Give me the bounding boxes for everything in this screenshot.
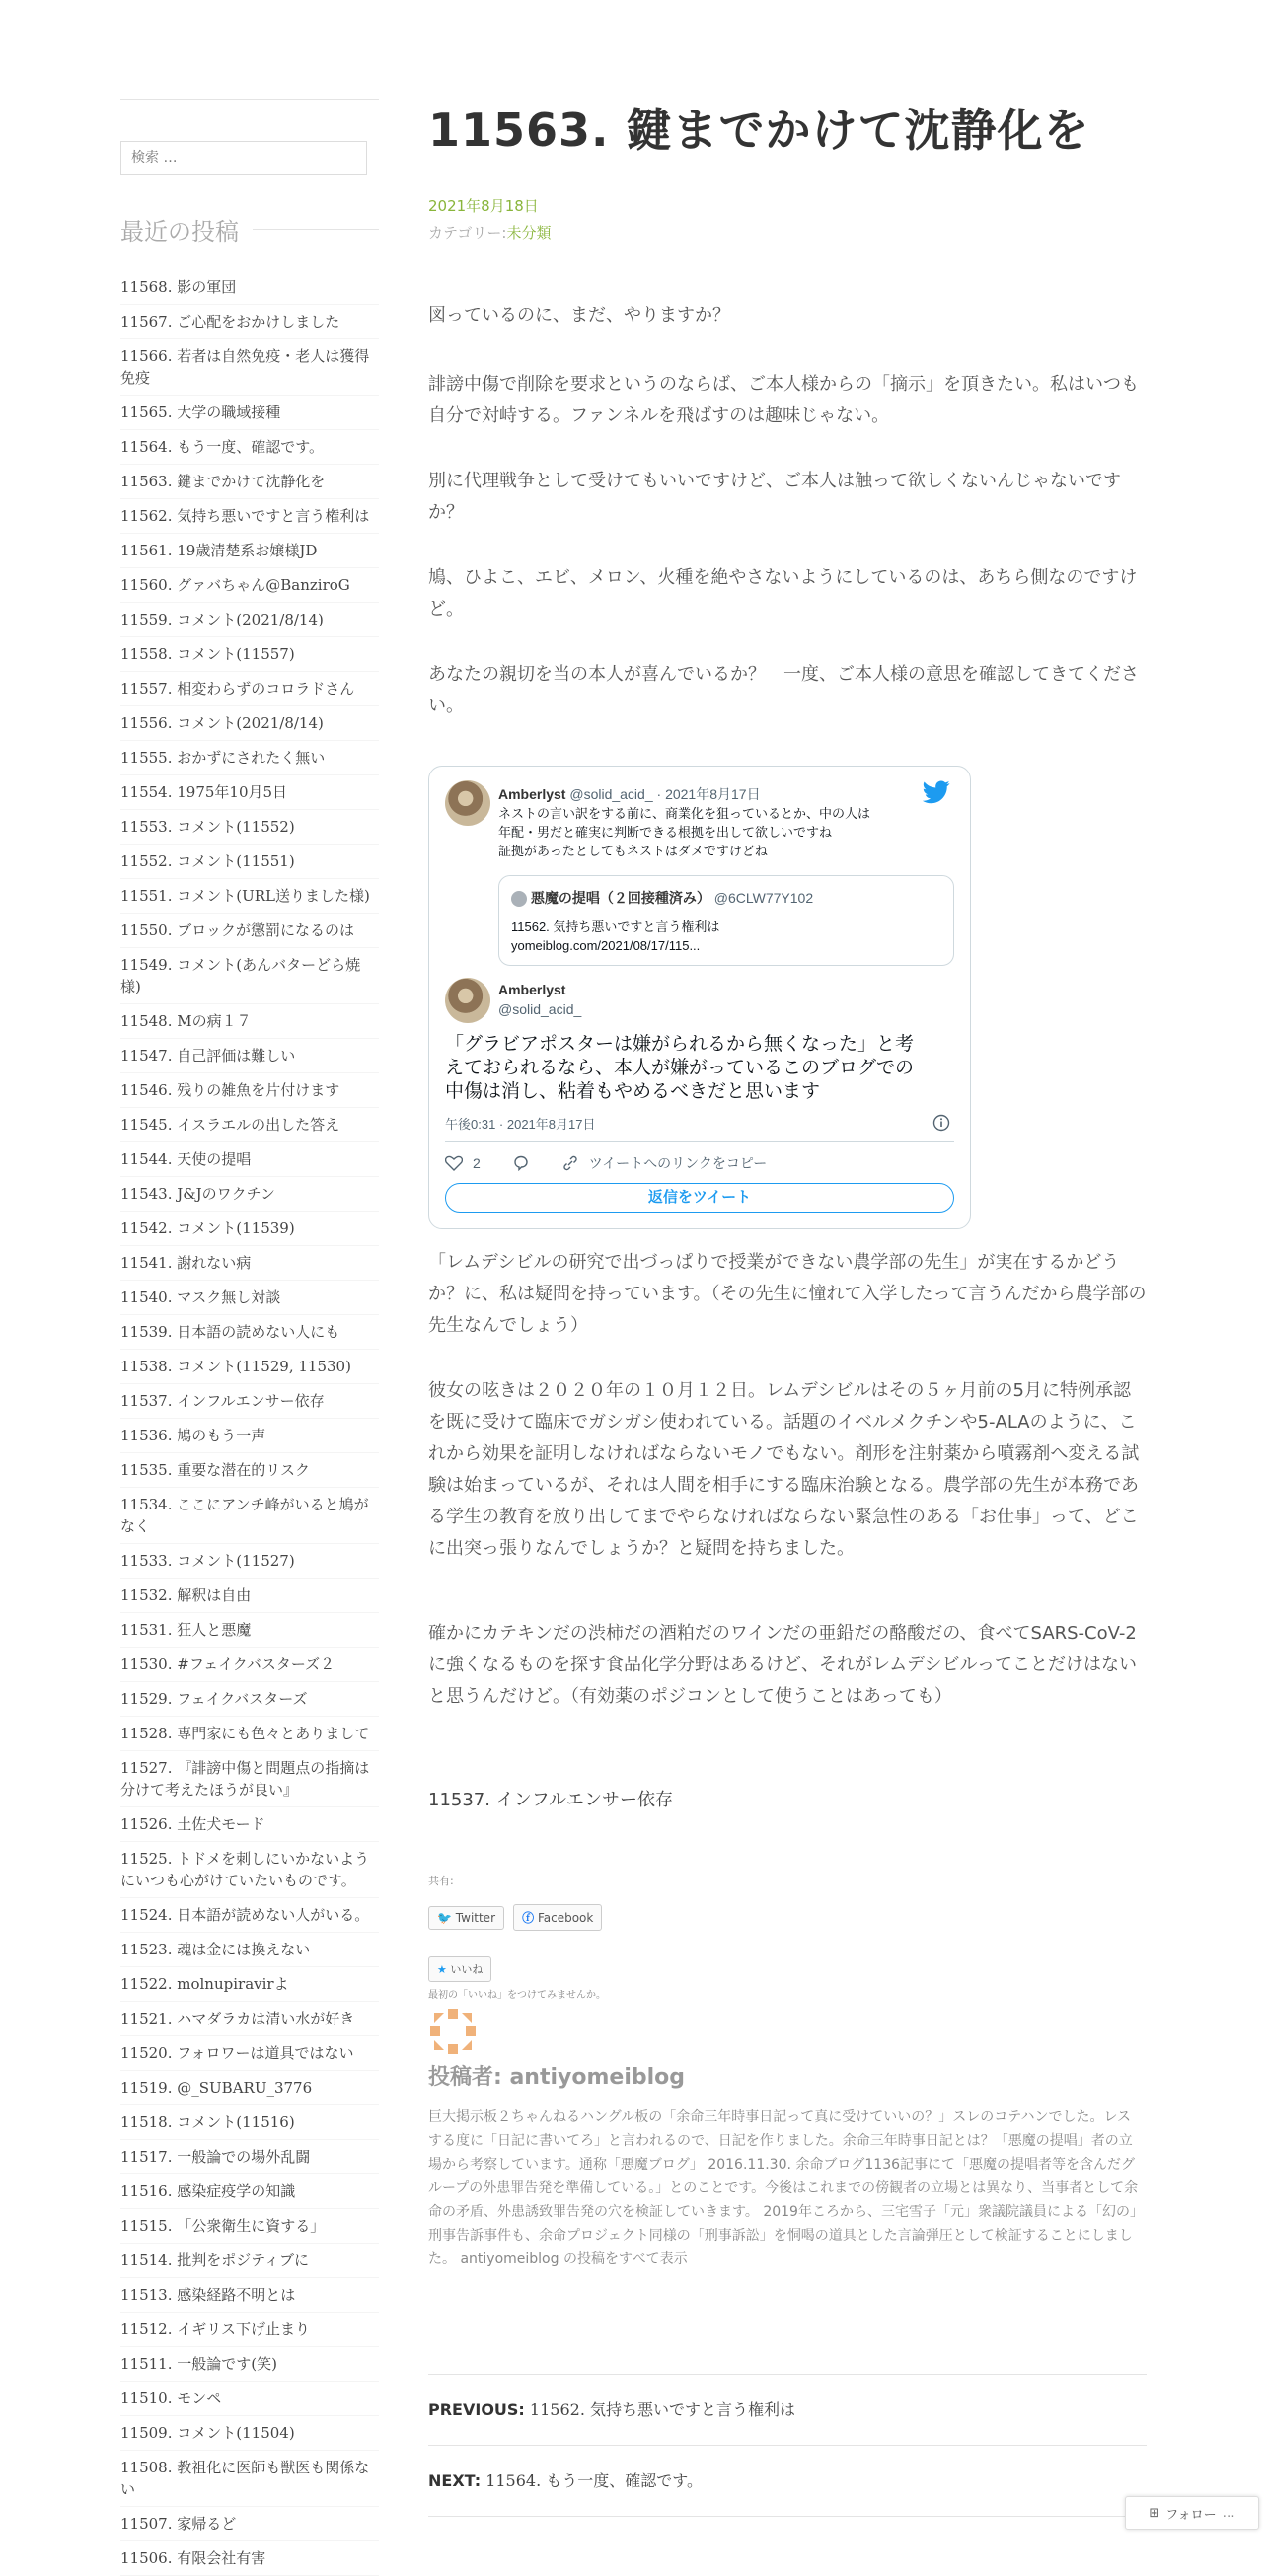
recent-post-link[interactable]: 11546. 残りの雑魚を片付けます: [120, 1073, 379, 1108]
twitter-icon: 🐦: [437, 1911, 452, 1925]
recent-post-link[interactable]: 11532. 解釈は自由: [120, 1579, 379, 1613]
post-content: [428, 99, 1147, 243]
share-twitter-label: Twitter: [455, 1911, 495, 1925]
follow-button[interactable]: [1125, 2496, 1259, 2530]
like-count: 2: [473, 1155, 481, 1171]
previous-title: 11562. 気持ち悪いですと言う権利は: [529, 2400, 795, 2419]
search-input[interactable]: 検索 …: [120, 141, 367, 175]
tweet-text-line: ネストの言い訳をする前に、商業化を狙っているとか、中の人は: [498, 806, 871, 821]
tweet-embed[interactable]: [428, 766, 971, 1229]
author-gravatar-icon[interactable]: [428, 2007, 478, 2056]
nav-divider-bottom: [428, 2516, 1147, 2517]
nav-divider-middle: [428, 2445, 1147, 2446]
recent-post-link[interactable]: 11548. Mの病１７: [120, 1004, 379, 1039]
recent-post-link[interactable]: 11558. コメント(11557): [120, 637, 379, 672]
recent-post-link[interactable]: 11530. #フェイクバスターズ２: [120, 1648, 379, 1682]
previous-label: PREVIOUS:: [428, 2400, 525, 2419]
quote-handle: @6CLW77Y102: [713, 890, 814, 906]
recent-post-link[interactable]: 11533. コメント(11527): [120, 1544, 379, 1579]
page-title: 11563. 鍵までかけて沈静化を: [428, 104, 1090, 157]
like-widget: [428, 1956, 606, 2001]
share-facebook-label: Facebook: [537, 1911, 594, 1925]
recent-post-link[interactable]: 11508. 教祖化に医師も獣医も関係ない: [120, 2451, 379, 2507]
recent-post-link[interactable]: 11560. グァバちゃん@BanziroG: [120, 568, 379, 603]
recent-post-link[interactable]: 11512. イギリス下げ止まり: [120, 2313, 379, 2347]
share-twitter-button[interactable]: [428, 1906, 504, 1930]
link-icon[interactable]: [561, 1155, 579, 1171]
recent-post-link[interactable]: 11517. 一般論での場外乱闘: [120, 2140, 379, 2174]
tweet-date[interactable]: 2021年8月17日: [665, 786, 761, 802]
recent-post-link[interactable]: 11545. イスラエルの出した答え: [120, 1108, 379, 1142]
recent-post-link[interactable]: 11566. 若者は自然免疫・老人は獲得免疫: [120, 339, 379, 396]
recent-post-link[interactable]: 11523. 魂は金には換えない: [120, 1933, 379, 1967]
recent-post-link[interactable]: 11529. フェイクバスターズ: [120, 1682, 379, 1717]
recent-post-link[interactable]: 11538. コメント(11529, 11530): [120, 1350, 379, 1384]
category-label: カテゴリー:: [428, 224, 507, 242]
recent-post-link[interactable]: 11515. 「公衆衛生に資する」: [120, 2209, 379, 2244]
copy-link-text[interactable]: ツイートへのリンクをコピー: [588, 1155, 768, 1171]
twitter-bird-icon[interactable]: [923, 780, 950, 804]
recent-post-link[interactable]: 11518. コメント(11516): [120, 2105, 379, 2140]
post-paragraph: 鳩、ひよこ、エビ、メロン、火種を絶やさないようにしているのは、あちら側なのですけど。: [428, 567, 1138, 620]
recent-posts-list: [120, 270, 379, 2576]
recent-post-link[interactable]: 11557. 相変わらずのコロラドさん: [120, 672, 379, 706]
post-paragraph: 図っているのに、まだ、やりますか？: [428, 305, 730, 326]
recent-post-link[interactable]: 11526. 土佐犬モード: [120, 1807, 379, 1842]
reply-text: [445, 1033, 914, 1104]
recent-posts-title: [120, 212, 379, 247]
recent-post-link[interactable]: 11535. 重要な潜在的リスク: [120, 1453, 379, 1488]
recent-post-link[interactable]: 11561. 19歳清楚系お嬢様JD: [120, 534, 379, 568]
tweet-avatar[interactable]: [445, 780, 490, 826]
recent-post-link[interactable]: 11563. 鍵までかけて沈静化を: [120, 465, 379, 499]
recent-post-link[interactable]: 11559. コメント(2021/8/14): [120, 603, 379, 637]
tweet-text-line: えておられるなら、本人が嫌がっているこのブログでの: [445, 1058, 915, 1078]
recent-post-link[interactable]: 11522. molnupiravirよ: [120, 1967, 379, 2002]
follow-icon: ⊞: [1149, 2505, 1160, 2521]
tweet-handle[interactable]: @solid_acid_: [569, 786, 653, 802]
tweet-text-line: 「グラビアポスターは嫌がられるから無くなった」と考: [445, 1034, 915, 1055]
post-paragraph: 別に代理戦争として受けてもいいですけど、ご本人は触って欲しくないんじゃないですか？: [428, 471, 1121, 523]
reply-tweet-button[interactable]: 返信をツイート: [445, 1183, 954, 1213]
tweet-author[interactable]: Amberlyst: [498, 786, 566, 802]
recent-post-link[interactable]: 11531. 狂人と悪魔: [120, 1613, 379, 1648]
recent-post-link[interactable]: 11556. コメント(2021/8/14): [120, 706, 379, 741]
recent-post-link[interactable]: 11528. 専門家にも色々とありまして: [120, 1717, 379, 1751]
recent-post-link[interactable]: 11510. モンペ: [120, 2382, 379, 2416]
next-title: 11564. もう一度、確認です。: [485, 2471, 703, 2490]
sidebar: [120, 99, 379, 2576]
recent-post-link[interactable]: 11521. ハマダラカは清い水が好き: [120, 2002, 379, 2036]
recent-post-link[interactable]: 11524. 日本語が読めない人がいる。: [120, 1898, 379, 1933]
reply-avatar[interactable]: [445, 978, 490, 1023]
recent-posts-title-rule: [253, 229, 379, 230]
recent-post-link[interactable]: 11555. おかずにされたく無い: [120, 741, 379, 775]
recent-post-link[interactable]: 11568. 影の軍団: [120, 270, 379, 305]
post-paragraph: 誹謗中傷で削除を要求というのならば、ご本人様からの「摘示」を頂きたい。私はいつも自分で対峙する。ファンネルを飛ばすのは趣味じゃない。: [428, 374, 1139, 426]
quote-author: 悪魔の提唱（２回接種済み）: [530, 890, 710, 906]
recent-post-link[interactable]: 11552. コメント(11551): [120, 845, 379, 879]
recent-post-link[interactable]: 11537. インフルエンサー依存: [120, 1384, 379, 1419]
info-icon[interactable]: [932, 1114, 950, 1132]
quote-avatar: [511, 891, 527, 907]
recent-post-link[interactable]: 11525. トドメを刺しにいかないようにいつも心がけていたいものです。: [120, 1842, 379, 1898]
recent-post-link[interactable]: 11511. 一般論です(笑): [120, 2347, 379, 2382]
quote-text: 11562. 気持ち悪いですと言う権利は: [511, 920, 720, 934]
quote-tweet[interactable]: [498, 875, 954, 966]
author-heading: 投稿者: antiyomeiblog: [428, 2065, 686, 2090]
recent-post-link[interactable]: 11544. 天使の提唱: [120, 1142, 379, 1177]
recent-post-link[interactable]: 11516. 感染症疫学の知識: [120, 2174, 379, 2209]
recent-post-link[interactable]: 11513. 感染経路不明とは: [120, 2278, 379, 2313]
sidebar-top-divider: [120, 99, 379, 100]
recent-post-link[interactable]: 11543. J&Jのワクチン: [120, 1177, 379, 1212]
post-date[interactable]: 2021年8月18日: [428, 197, 539, 215]
recent-post-link[interactable]: 11507. 家帰るど: [120, 2507, 379, 2541]
next-label: NEXT:: [428, 2471, 482, 2490]
recent-posts-title-text: 最近の投稿: [120, 218, 239, 246]
recent-post-link[interactable]: 11534. ここにアンチ峰がいると鳩がなく: [120, 1488, 379, 1544]
tweet-dot: ·: [656, 786, 662, 802]
nav-divider-top: [428, 2374, 1147, 2375]
author-bio: 巨大掲示板２ちゃんねるハングル板の「余命三年時事日記って真に受けていいの？」スレのコテハンでした。レスする度に「日記に書いてろ」と言われるので、日記を作りました。余命三年時事日記とは？「悪魔の提唱」者の立場から考察しています。通称「悪魔ブログ」 2016.11.30. 余命ブログ1136記事にて「悪魔の提唱者等を含んだグループの外患罪告発を準備している。」とのことです。今後はこれまでの傍観者の立場とは異なり、当事者として余命の矛盾、外患誘致罪告発の穴を検証していきます。 2019年ころから、三宅雪子「元」衆議院議員による「幻の」刑事告訴事件も、余命プロジェクト同様の「刑事訴訟」を恫喝の道具とした言論弾圧として検証することにしました。 antiyomeiblog の投稿をすべて表示: [428, 2109, 1139, 2267]
recent-post-link[interactable]: 11564. もう一度、確認です。: [120, 430, 379, 465]
recent-post-link[interactable]: 11539. 日本語の読めない人にも: [120, 1315, 379, 1350]
more-icon[interactable]: …: [1222, 2505, 1235, 2521]
recent-post-link[interactable]: 11541. 謝れない病: [120, 1246, 379, 1281]
recent-post-link[interactable]: 11562. 気持ち悪いですと言う権利は: [120, 499, 379, 534]
facebook-icon: ⓕ: [522, 1911, 535, 1925]
recent-post-link[interactable]: 11549. コメント(あんバターどら焼様): [120, 948, 379, 1004]
reply-author[interactable]: Amberlyst: [498, 982, 566, 997]
recent-post-link[interactable]: 11547. 自己評価は難しい: [120, 1039, 379, 1073]
reply-bubble-icon[interactable]: [512, 1155, 530, 1171]
related-post-link[interactable]: 11537. インフルエンサー依存: [428, 1790, 673, 1810]
follow-label: フォロー: [1165, 2507, 1217, 2523]
recent-post-link[interactable]: 11553. コメント(11552): [120, 810, 379, 845]
recent-post-link[interactable]: 11506. 有限会社有害: [120, 2541, 379, 2576]
share-facebook-button[interactable]: [513, 1904, 602, 1931]
recent-post-link[interactable]: 11520. フォロワーは道具ではない: [120, 2036, 379, 2071]
recent-post-link[interactable]: 11540. マスク無し対談: [120, 1281, 379, 1315]
reply-header: [498, 980, 581, 1019]
post-category: [428, 222, 1147, 243]
share-label: 共有:: [428, 1875, 454, 1887]
recent-post-link[interactable]: 11536. 鳩のもう一声: [120, 1419, 379, 1453]
recent-post-link[interactable]: 11550. ブロックが懲罰になるのは: [120, 914, 379, 948]
recent-post-link[interactable]: 11509. コメント(11504): [120, 2416, 379, 2451]
share-buttons: [428, 1904, 606, 1931]
recent-post-link[interactable]: 11565. 大学の職域接種: [120, 396, 379, 430]
recent-post-link[interactable]: 11567. ご心配をおかけしました: [120, 305, 379, 339]
post-paragraph: 確かにカテキンだの渋柿だの酒粕だのワインだの亜鉛だの酪酸だの、食べてSARS-CoV-2に強くなるものを探す食品化学分野はあるけど、それがレムデシビルってことだけはないと思うんだけど。（有効薬のポジコンとして使うことはあっても）: [428, 1623, 1138, 1707]
quote-header: [511, 888, 813, 908]
tweet-actions: [445, 1153, 767, 1173]
like-button[interactable]: [428, 1956, 491, 1982]
recent-post-link[interactable]: 11519. @_SUBARU_3776: [120, 2071, 379, 2105]
post-paragraph: 「レムデシビルの研究で出づっぱりで授業ができない農学部の先生」が実在するかどうか？に、私は疑問を持っています。（その先生に憧れて入学したって言うんだから農学部の先生なんでしょう）: [428, 1252, 1147, 1336]
recent-post-link[interactable]: 11551. コメント(URL送りました様): [120, 879, 379, 914]
post-paragraph: 彼女の呟きは２０２０年の１０月１２日。レムデシビルはその５ヶ月前の5月に特例承認を既に受けて臨床でガシガシ使われている。話題のイベルメクチンや5-ALAのように、これから効果を証明しなければならないモノでもない。剤形を注射薬から噴霧剤へ変える試験は始まっているが、それは人間を相手にする臨床治験となる。農学部の先生が本務である学生の教育を放り出してまでやらなければならない緊急性のある「お仕事」って、どこに出突っ張りなんでしょうか？と疑問を持ちました。: [428, 1380, 1140, 1559]
recent-post-link[interactable]: 11527. 『誹謗中傷と問題点の指摘は分けて考えたほうが良い』: [120, 1751, 379, 1807]
quote-link[interactable]: yomeiblog.com/2021/08/17/115...: [511, 938, 701, 953]
tweet-timestamp[interactable]: 午後0:31 · 2021年8月17日: [445, 1117, 596, 1132]
recent-post-link[interactable]: 11514. 批判をポジティブに: [120, 2244, 379, 2278]
tweet-divider: [445, 1141, 954, 1142]
tweet-text-line: 証拠があったとしてもネストはダメですけどね: [498, 844, 768, 858]
tweet-text: [498, 804, 870, 860]
recent-post-link[interactable]: 11542. コメント(11539): [120, 1212, 379, 1246]
like-button-label: いいね: [450, 1963, 484, 1976]
previous-post-link[interactable]: [428, 2397, 795, 2420]
next-post-link[interactable]: [428, 2468, 703, 2491]
tweet-header: [498, 784, 761, 804]
heart-icon[interactable]: [445, 1155, 463, 1171]
tweet-text-line: 中傷は消し、粘着もやめるべきだと思います: [445, 1081, 821, 1102]
star-icon: ★: [437, 1963, 447, 1976]
post-paragraph: あなたの親切を当の本人が喜んでいるか？ 一度、ご本人様の意思を確認してきてください。: [428, 664, 1139, 716]
like-note: 最初の「いいね」をつけてみませんか。: [428, 1990, 606, 2001]
reply-handle[interactable]: @solid_acid_: [498, 1001, 582, 1017]
recent-post-link[interactable]: 11554. 1975年10月5日: [120, 775, 379, 810]
tweet-text-line: 年配・男だと確実に判断できる根拠を出して欲しいですね: [498, 825, 833, 840]
category-link[interactable]: 未分類: [506, 224, 552, 242]
